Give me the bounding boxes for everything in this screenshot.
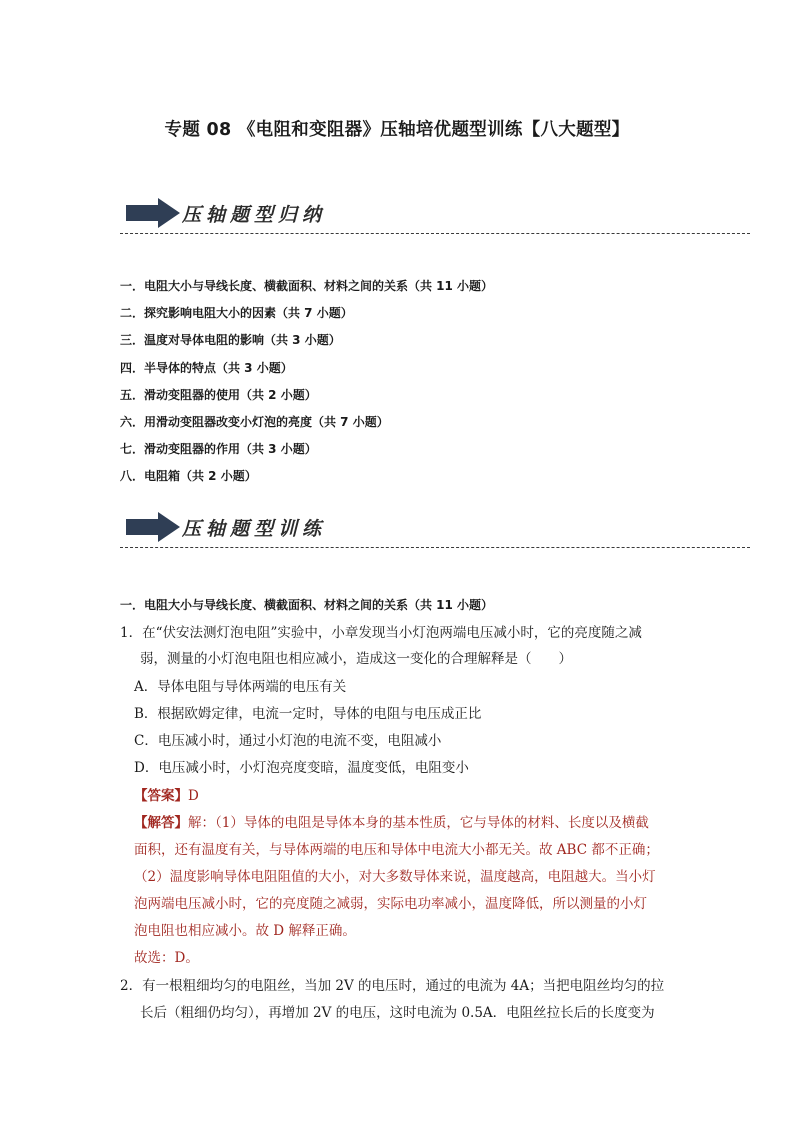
topic-item: 八．电阻箱（共 2 小题） [120,469,257,484]
analysis-line [134,814,649,832]
option-d: D．电压减小时，小灯泡亮度变暗，温度变低，电阻变小 [134,760,469,776]
conclusion-line: 故选：D。 [134,950,199,966]
topic-item: 三．温度对导体电阻的影响（共 3 小题） [120,333,341,348]
topic-item: 四．半导体的特点（共 3 小题） [120,360,293,375]
document-title: 专题 08 《电阻和变阻器》压轴培优题型训练【八大题型】 [164,120,630,140]
answer-line [134,787,199,805]
banner-label: 压轴题型训练 [182,518,327,540]
arrow-icon [126,198,180,228]
analysis-line: 泡电阻也相应减小。故 D 解释正确。 [134,923,356,939]
topic-list [120,278,493,496]
section-heading: 一．电阻大小与导线长度、横截面积、材料之间的关系（共 11 小题） [120,598,494,612]
analysis-text: 解：（1）导体的电阻是导体本身的基本性质，它与导体的材料、长度以及横截 [188,815,649,831]
analysis-line: 泡两端电压减小时，它的亮度随之减弱，实际电功率减小，温度降低，所以测量的小灯 [134,896,647,912]
topic-item: 七．滑动变阻器的作用（共 3 小题） [120,442,317,457]
question-2-line: 长后（粗细仍均匀），再增加 2V 的电压，这时电流为 0.5A．电阻丝拉长后的长度变为 [140,1005,655,1021]
banner-label: 压轴题型归纳 [182,204,327,226]
option-a: A．导体电阻与导体两端的电压有关 [134,679,347,695]
topic-item: 六．用滑动变阻器改变小灯泡的亮度（共 7 小题） [120,414,389,429]
option-b: B．根据欧姆定律，电流一定时，导体的电阻与电压成正比 [134,706,482,722]
answer-value: D [188,788,199,804]
topic-item: 五．滑动变阻器的使用（共 2 小题） [120,387,317,402]
question-2-line: 2．有一根粗细均匀的电阻丝，当加 2V 的电压时，通过的电流为 4A；当把电阻丝均匀的拉 [120,978,665,994]
option-c: C．电压减小时，通过小灯泡的电流不变，电阻减小 [134,733,442,749]
arrow-icon [126,512,180,542]
dashed-divider [120,547,750,548]
analysis-line: 面积，还有温度有关，与导体两端的电压和导体中电流大小都无关。故 ABC 都不正确； [134,842,659,858]
question-1-line: 1．在“伏安法测灯泡电阻”实验中，小章发现当小灯泡两端电压减小时，它的亮度随之减 [120,625,642,641]
analysis-line: （2）温度影响导体电阻阻值的大小，对大多数导体来说，温度越高，电阻越大。当小灯 [134,869,656,885]
analysis-label: 【解答】 [134,815,188,831]
topic-item: 一．电阻大小与导线长度、横截面积、材料之间的关系（共 11 小题） [120,279,494,293]
topic-item: 二．探究影响电阻大小的因素（共 7 小题） [120,306,353,321]
answer-label: 【答案】 [134,788,188,804]
section-banner-summary [120,194,750,234]
dashed-divider [120,233,750,234]
question-1-line: 弱，测量的小灯泡电阻也相应减小，造成这一变化的合理解释是（ ） [140,651,572,667]
section-banner-training [120,508,750,548]
